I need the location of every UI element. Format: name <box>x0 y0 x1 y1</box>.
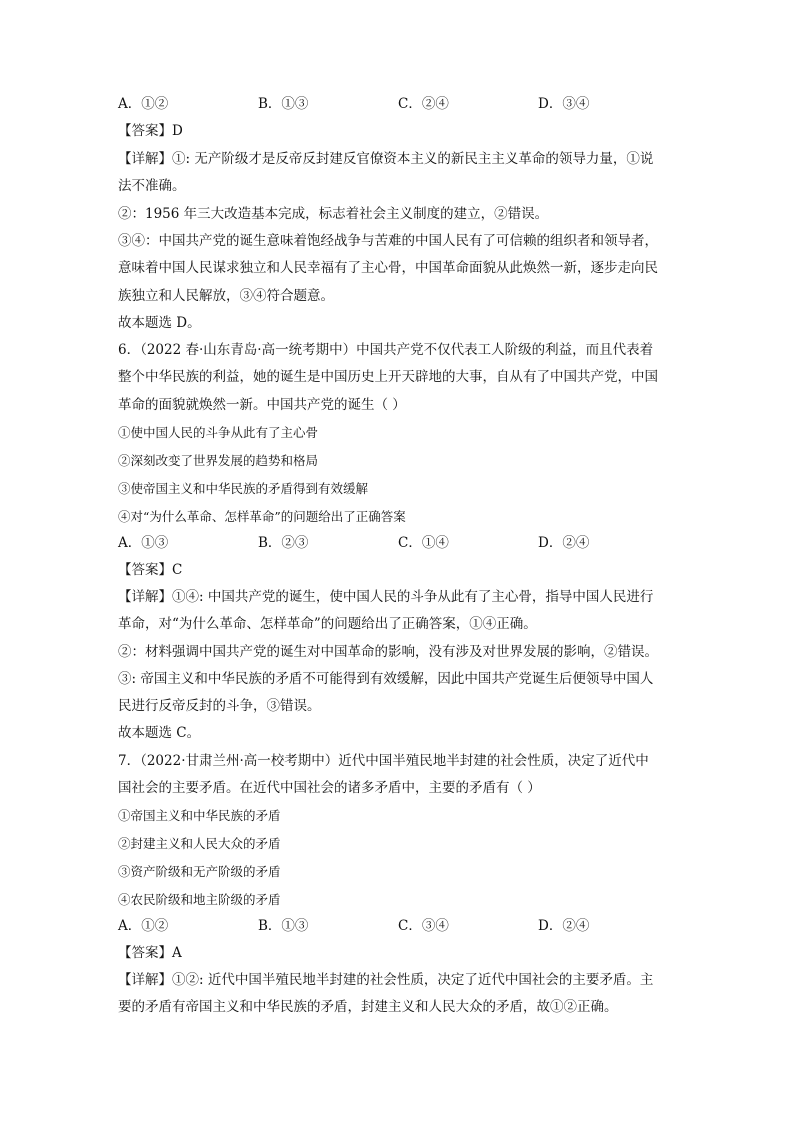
option-b: B．①③ <box>258 918 309 934</box>
option-a: A．①② <box>118 96 169 112</box>
q7-item: ①帝国主义和中华民族的矛盾 <box>118 808 281 823</box>
q7-detail-line: 【详解】①②: 近代中国半殖民地半封建的社会性质，决定了近代中国社会的主要矛盾。主 <box>118 972 654 988</box>
q6-stem-line: 整个中华民族的利益，她的诞生是中国历史上开天辟地的大事，自从有了中国共产党，中国 <box>118 369 658 385</box>
option-d: D．②④ <box>538 535 590 551</box>
q5-detail-line: 【详解】①: 无产阶级才是反帝反封建反官僚资本主义的新民主主义革命的领导力量，①说 <box>118 151 654 167</box>
option-b: B．②③ <box>258 535 309 551</box>
q5-detail-line: ③④：中国共产党的诞生意味着饱经战争与苦难的中国人民有了可信赖的组织者和领导者， <box>118 233 658 249</box>
q6-detail-line: 民进行反帝反封的斗争，③错误。 <box>118 698 321 714</box>
q6-stem-line: 革命的面貌就焕然一新。中国共产党的诞生（ ） <box>118 397 406 413</box>
q5-answer: 【答案】D <box>118 123 183 139</box>
option-b: B．①③ <box>258 96 309 112</box>
q7-options <box>118 916 678 936</box>
q7-stem-line: 7．（2022·甘肃兰州·高一校考期中）近代中国半殖民地半封建的社会性质，决定了近代中 <box>118 753 649 769</box>
option-d: D．③④ <box>538 96 590 112</box>
q5-conclusion: 故本题选 D。 <box>118 315 201 331</box>
q6-item: ②深刻改变了世界发展的趋势和格局 <box>118 453 319 468</box>
q6-detail-line: ③: 帝国主义和中华民族的矛盾不可能得到有效缓解，因此中国共产党诞生后便领导中国人 <box>118 671 654 687</box>
option-a: A．①③ <box>118 535 169 551</box>
q6-item: ③使帝国主义和中华民族的矛盾得到有效缓解 <box>118 481 369 496</box>
q6-answer: 【答案】C <box>118 562 183 578</box>
q6-detail-line: 革命，对“为什么革命、怎样革命”的问题给出了正确答案，①④正确。 <box>118 616 537 632</box>
option-c: C．②④ <box>398 96 449 112</box>
q7-answer: 【答案】A <box>118 945 182 961</box>
q7-item: ③资产阶级和无产阶级的矛盾 <box>118 864 281 879</box>
q6-detail-line: ②：材料强调中国共产党的诞生对中国革命的影响，没有涉及对世界发展的影响，②错误。 <box>118 644 658 660</box>
option-a: A．①② <box>118 918 169 934</box>
q7-detail-line: 要的矛盾有帝国主义和中华民族的矛盾，封建主义和人民大众的矛盾，故①②正确。 <box>118 999 618 1015</box>
option-c: C．③④ <box>398 918 449 934</box>
q5-detail-line: 意味着中国人民谋求独立和人民幸福有了主心骨，中国革命面貌从此焕然一新，逐步走向民 <box>118 260 658 276</box>
q6-conclusion: 故本题选 C。 <box>118 725 201 741</box>
q5-detail-line: 法不准确。 <box>118 178 186 194</box>
q5-detail-line: 族独立和人民解放，③④符合题意。 <box>118 288 334 304</box>
q6-stem-line: 6．（2022 春·山东青岛·高一统考期中）中国共产党不仅代表工人阶级的利益，而且代表着 <box>118 342 654 358</box>
q5-detail-line: ②：1956 年三大改造基本完成，标志着社会主义制度的建立，②错误。 <box>118 206 549 222</box>
option-d: D．②④ <box>538 918 590 934</box>
q6-options <box>118 533 678 553</box>
q7-item: ④农民阶级和地主阶级的矛盾 <box>118 892 281 907</box>
q7-item: ②封建主义和人民大众的矛盾 <box>118 836 281 851</box>
q6-detail-line: 【详解】①④: 中国共产党的诞生，使中国人民的斗争从此有了主心骨，指导中国人民进行 <box>118 589 654 605</box>
q5-options <box>118 94 678 114</box>
q7-stem-line: 国社会的主要矛盾。在近代中国社会的诸多矛盾中，主要的矛盾有（ ） <box>118 780 541 796</box>
q6-item: ①使中国人民的斗争从此有了主心骨 <box>118 425 319 440</box>
option-c: C．①④ <box>398 535 449 551</box>
q6-item: ④对“为什么革命、怎样革命”的问题给出了正确答案 <box>118 509 406 524</box>
